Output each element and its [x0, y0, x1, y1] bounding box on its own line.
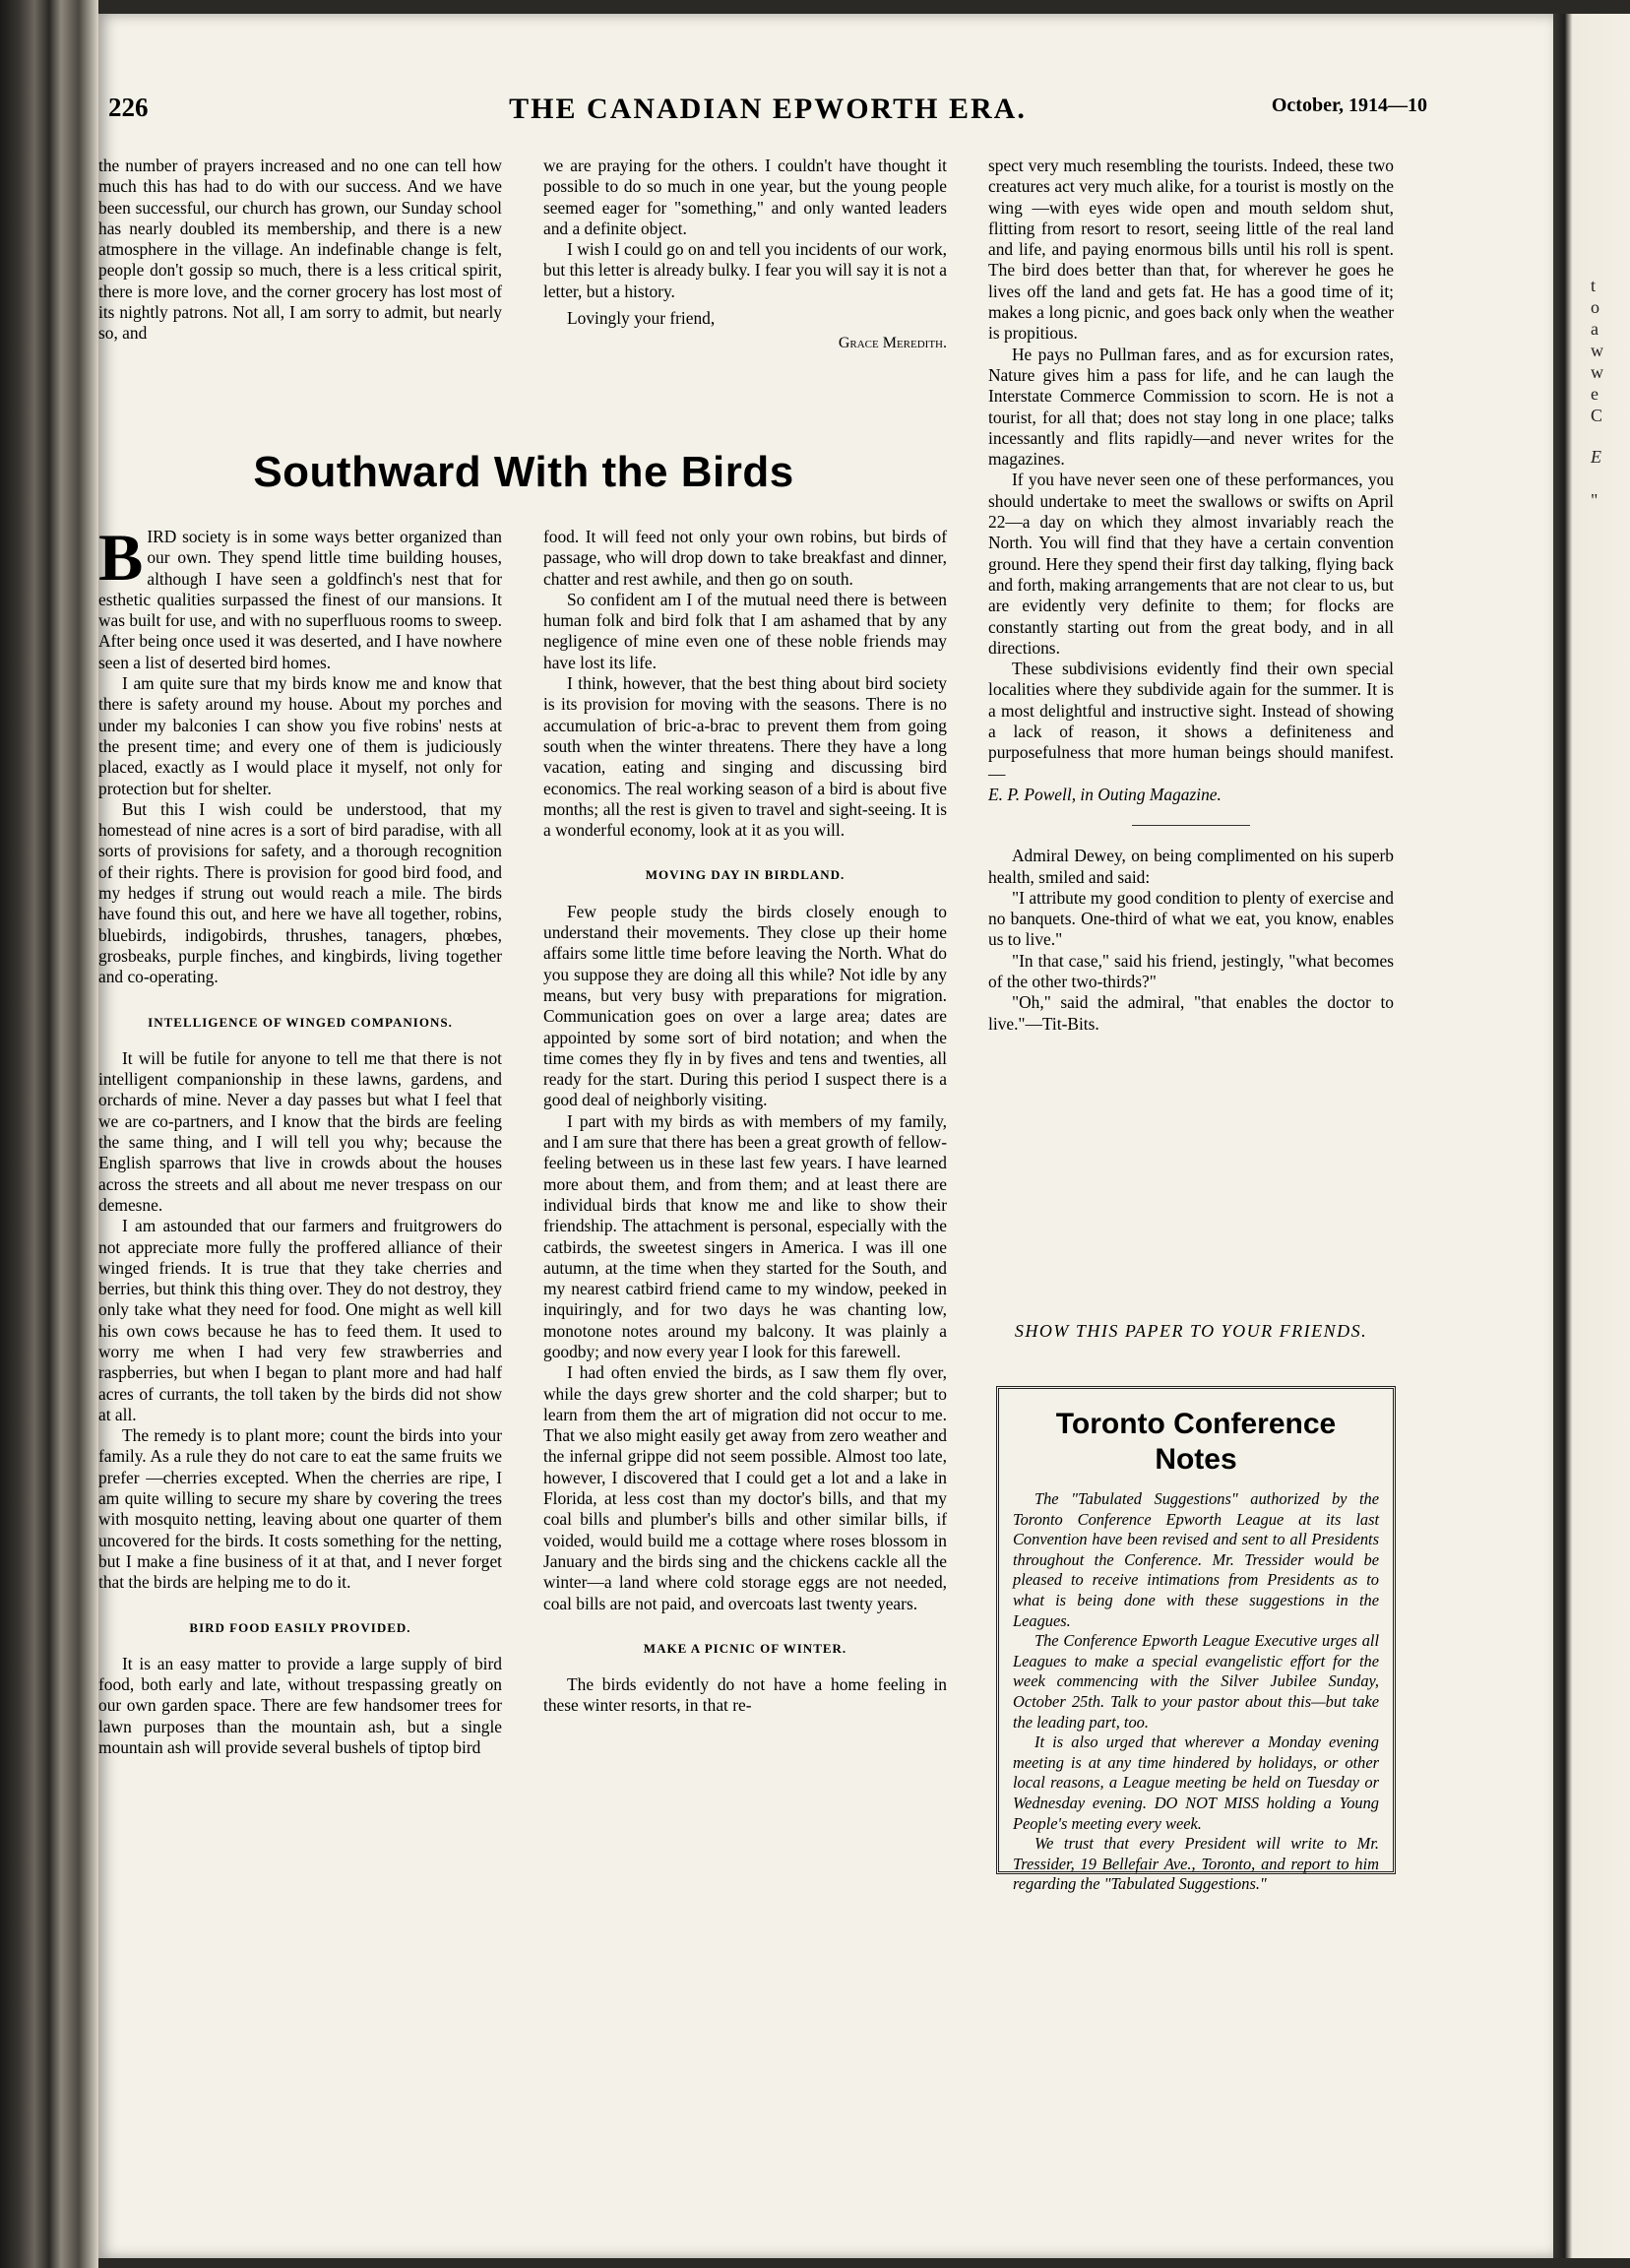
edge-fragment: w: [1591, 341, 1603, 360]
article-column-2: [543, 527, 947, 1717]
article-paragraph: It will be futile for anyone to tell me that there is not intelligent companionship in these lawns, gardens, and orchards of mine. Never a day passes but what I feel that we are co-partners, and I know that the birds are feeling the same thing, and I will tell you why; because the English sparrows that live in crowds about the houses across the streets and all about me never trespass on our demesne.: [98, 1047, 502, 1215]
toronto-conference-box: [996, 1386, 1396, 1894]
box-paragraph: It is also urged that wherever a Monday evening meeting is at any time hindered by holidays, or other local reasons, a League meeting be held on Tuesday or Wednesday evening. DO NOT MISS holding a Young People's meeting every week.: [1013, 1732, 1379, 1833]
article-paragraph: I am quite sure that my birds know me and know that there is safety around my house. About my porches and under my balconies I can show you five robins' nests at the present time; and every one of them is judiciously placed, exactly as I would place it myself, not only for protection but for shelter.: [98, 673, 502, 798]
edge-fragment: a: [1591, 319, 1599, 339]
issue-date: October, 1914—10: [1271, 94, 1427, 116]
box-title: Toronto Conference Notes: [1055, 1408, 1337, 1476]
letter-paragraph: we are praying for the others. I couldn't have thought it possible to do so much in one year, but the young people seemed eager for "something," and only wanted leaders and a definite object.: [543, 156, 947, 238]
edge-fragment: o: [1591, 297, 1599, 317]
drop-cap: B: [98, 520, 144, 595]
letter-closing: Lovingly your friend,: [567, 308, 716, 329]
section-subheading: BIRD FOOD EASILY PROVIDED.: [189, 1619, 411, 1635]
edge-fragment: e: [1591, 384, 1599, 404]
edge-fragment: C: [1591, 406, 1603, 425]
article-title: Southward With the Birds: [253, 448, 794, 496]
article-column-3: [988, 156, 1394, 1035]
article-paragraph-text: IRD society is in some ways better organized than our own. They spend little time building houses, although I have seen a goldfinch's nest that for esthetic qualities surpassed the finest of our mansions. It was built for use, and with no superfluous rooms to sweep. After being once used it was deserted, and I have nowhere seen a list of deserted bird homes.: [98, 527, 502, 672]
article-paragraph: spect very much resembling the tourists. Indeed, these two creatures act very much alike, for a tourist is mostly on the wing —with eyes wide open and mouth seldom shut, flitting from resort to resort, seeing little of the real land and life, and paying enormous bills until his roll is spent. The bird does better than that, for wherever he goes he lives off the land and gets fat. He has a good time of it; makes a long picnic, and goes back only when the weather is propitious.: [988, 156, 1394, 344]
journal-title: THE CANADIAN EPWORTH ERA.: [509, 93, 1027, 125]
edge-fragment: w: [1591, 362, 1603, 382]
letter-column-2: [543, 156, 947, 354]
show-paper-notice: SHOW THIS PAPER TO YOUR FRIENDS.: [1014, 1321, 1368, 1341]
article-attribution: E. P. Powell, in Outing Magazine.: [988, 784, 1222, 804]
anecdote-paragraph: Admiral Dewey, on being complimented on his superb health, smiled and said:: [988, 846, 1394, 887]
article-paragraph: These subdivisions evidently find their own special localities where they subdivide again for the summer. It is a most delightful and instructive sight. Instead of showing a lack of reason, it shows a definiteness and purposefulness that more human beings should manifest.—: [988, 659, 1394, 784]
article-paragraph: I think, however, that the best thing about bird society is its provision for moving with the seasons. There is no accumulation of bric-a-brac to prevent them from going south when the winter threatens. There they have a long vacation, eating and singing and discussing bird economics. The real working season of a bird is about five months; all the rest is given to travel and sight-seeing. It is a wonderful economy, look at it as you will.: [543, 673, 947, 841]
article-paragraph: [98, 520, 502, 673]
anecdote-paragraph: "In that case," said his friend, jestingly, "what becomes of the other two-thirds?": [988, 950, 1394, 991]
article-paragraph: I am astounded that our farmers and fruitgrowers do not appreciate more fully the proffered alliance of their winged friends. It is true that they take cherries and berries, but think this thing over. They do not destroy, they only take what they need for food. One might as well kill his own cows because he has to feed them. It used to worry me when I had very few strawberries and raspberries, but when I began to plant more and had half acres of currants, the toll taken by the birds did not show at all.: [98, 1216, 502, 1424]
article-paragraph: He pays no Pullman fares, and as for excursion rates, Nature gives him a pass for life, and he can laugh the Interstate Commerce Commission to scorn. He is not a tourist, for all that; does not stay long in one place; talks incessantly and flits rapidly—and never writes for the magazines.: [988, 344, 1394, 470]
facing-page-edge: [1553, 14, 1630, 2258]
section-subheading: MAKE A PICNIC OF WINTER.: [643, 1640, 847, 1656]
article-column-1: [98, 520, 502, 1758]
box-paragraph: We trust that every President will write to Mr. Tressider, 19 Bellefair Ave., Toronto, and report to him regarding the "Tabulated Suggestions.": [1013, 1834, 1379, 1894]
book-binding: [0, 0, 98, 2268]
page-number: 226: [108, 93, 149, 122]
letter-column-1: [98, 156, 502, 345]
box-paragraph: The Conference Epworth League Executive urges all Leagues to make a special evangelistic effort for the week commencing with the Silver Jubilee Sunday, October 25th. Talk to your pastor about this—but take the leading part, too.: [1013, 1631, 1379, 1732]
letter-paragraph: I wish I could go on and tell you incidents of our work, but this letter is already bulky. I fear you will say it is not a letter, but a history.: [543, 239, 947, 301]
edge-fragment: ": [1591, 490, 1599, 510]
edge-fragment: E: [1591, 447, 1601, 467]
anecdote-paragraph: "I attribute my good condition to plenty of exercise and no banquets. One-third of what we eat, you know, enables us to live.": [988, 887, 1394, 950]
article-paragraph: So confident am I of the mutual need there is between human folk and bird folk that I am ashamed that by any negligence of mine even one of these noble friends may have lost its life.: [543, 589, 947, 672]
edge-fragment: t: [1591, 276, 1597, 295]
article-paragraph: food. It will feed not only your own robins, but birds of passage, who will drop down to take breakfast and dinner, chatter and rest awhile, and then go on south.: [543, 527, 947, 589]
letter-signature: Grace Meredith.: [838, 335, 947, 352]
anecdote-paragraph: "Oh," said the admiral, "that enables the doctor to live."—Tit-Bits.: [988, 992, 1394, 1034]
article-paragraph: I had often envied the birds, as I saw them fly over, while the days grew shorter and the cold sharper; but to learn from them the art of migration did not occur to me. That we also might easily get away from zero weather and the infernal grippe did not seem possible. Almost too late, however, I discovered that I could get a lot and a lake in Florida, at less cost than my doctor's bills, and that my coal bills and plumber's bills and other similar bills, if voided, would build me a cottage where roses blossom in January and the birds sing and the chickens cackle all the winter—a land where cold storage eggs are not needed, coal bills are not paid, and overcoats last twenty years.: [543, 1362, 947, 1613]
article-paragraph: But this I wish could be understood, that my homestead of nine acres is a sort of bird paradise, with all sorts of provisions for safety, and a thorough recognition of their rights. There is provision for good bird food, and my hedges if strung out would reach a mile. The birds have found this out, and here we have all together, robins, bluebirds, indigobirds, thrushes, tanagers, phœbes, grosbeaks, purple finches, and kingbirds, living together and co-operating.: [98, 798, 502, 987]
divider-rule: [1132, 825, 1250, 826]
box-paragraph: The "Tabulated Suggestions" authorized by the Toronto Conference Epworth League at its last Convention have been revised and sent to all Presidents throughout the Conference. Mr. Tressider would be pleased to receive intimations from Presidents as to what is being done with these suggestions in the Leagues.: [1013, 1489, 1379, 1630]
article-paragraph: If you have never seen one of these performances, you should undertake to meet the swallows or swifts on April 22—a day on which they almost invariably reach the North. You will find that they have a certain convention ground. Here they spend their first day talking, flying back and forth, making arrangements that are not clear to us, but are evidently very definite to them; for flocks are constantly starting out from the great body, and in all directions.: [988, 470, 1394, 658]
letter-paragraph: the number of prayers increased and no one can tell how much this has had to do with our success. And we have been successful, our church has grown, our Sunday school has nearly doubled its membership, and there is a new atmosphere in the village. An indefinable change is felt, people don't gossip so much, there is a less critical spirit, there is more love, and the corner grocery has lost most of its nightly patrons. Not all, I am sorry to admit, but nearly so, and: [98, 156, 502, 344]
article-paragraph: The birds evidently do not have a home feeling in these winter resorts, in that re-: [543, 1674, 947, 1716]
section-subheading: MOVING DAY IN BIRDLAND.: [645, 867, 846, 883]
article-paragraph: Few people study the birds closely enough to understand their movements. They close up their home affairs some little time before leaving the North. What do you suppose they are doing all this while? Not idle by any means, but very busy with preparations for migration. Communication goes on over a large area; dates are appointed by some sort of bird notation; and when the time comes they fly in by fives and tens and twenties, all ready for the start. During this period I suspect there is a good deal of neighborly visiting.: [543, 901, 947, 1110]
section-subheading: INTELLIGENCE OF WINGED COMPANIONS.: [148, 1014, 453, 1030]
article-paragraph: I part with my birds as with members of my family, and I am sure that there has been a great growth of fellow-feeling between us in these last few years. I have learned more about them, and from them; and at least there are individual birds that know me and like to show their friendship. The attachment is personal, especially with the catbirds, the sweetest singers in America. I was ill one autumn, at the time when they started for the South, and my nearest catbird friend came to my window, peeked in inquiringly, and for two days he was chanting low, monotone notes around my balcony. It was plainly a goodby; and now every year I look for this farewell.: [543, 1110, 947, 1361]
article-paragraph: The remedy is to plant more; count the birds into your family. As a rule they do not care to eat the same fruits we prefer —cherries excepted. When the cherries are ripe, I am quite willing to secure my share by covering the trees with mosquito netting, leaving about one quarter of them uncovered for the birds. It costs something for the netting, but I make a fine business of it at that, and I never forget that the birds are helping me to do it.: [98, 1425, 502, 1593]
page-header: [108, 93, 1427, 132]
article-paragraph: It is an easy matter to provide a large supply of bird food, both early and late, without trespassing greatly on our own garden space. There are few handsomer trees for lawn purposes than the mountain ash, but a single mountain ash will provide several bushels of tiptop bird: [98, 1653, 502, 1758]
